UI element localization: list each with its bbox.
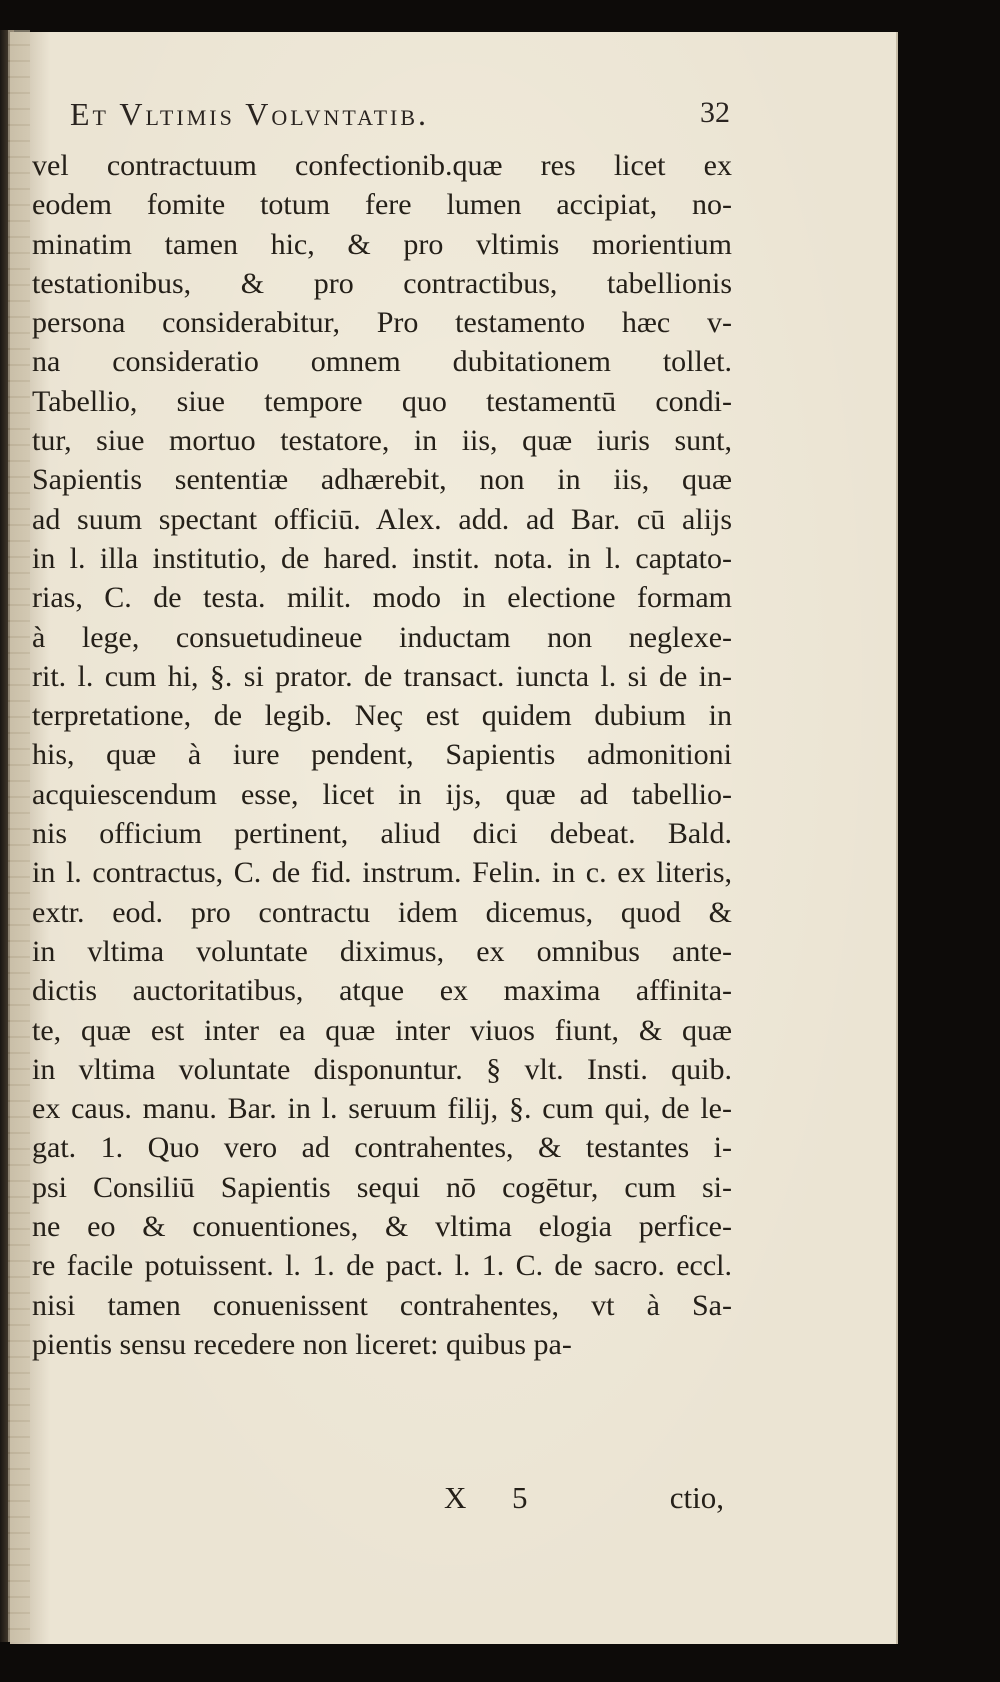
text-line: minatim tamen hic, & pro vltimis morientium bbox=[32, 227, 732, 261]
text-line: rit. l. cum hi, §. si prator. de transact. iuncta l. si de in- bbox=[32, 659, 732, 693]
text-line: his, quæ à iure pendent, Sapientis admonitioni bbox=[32, 738, 732, 772]
text-line: dictis auctoritatibus, atque ex maxima affinita- bbox=[32, 974, 732, 1008]
running-head: Et Vltimis Volvntatib. bbox=[70, 96, 430, 132]
text-line: re facile potuissent. l. 1. de pact. l. 1. C. de sacro. eccl. bbox=[32, 1249, 732, 1283]
text-line: extr. eod. pro contractu idem dicemus, quod & bbox=[32, 895, 732, 929]
text-line: ad suum spectant officiū. Alex. add. ad Bar. cū alijs bbox=[32, 502, 732, 536]
signature-number: 5 bbox=[512, 1480, 528, 1515]
text-line: in l. illa institutio, de hared. instit. nota. in l. captato- bbox=[32, 541, 732, 575]
text-line: na consideratio omnem dubitationem tollet. bbox=[32, 345, 732, 379]
text-line: vel contractuum confectionib.quæ res licet ex bbox=[32, 149, 732, 182]
text-line: ne eo & conuentiones, & vltima elogia perfice- bbox=[32, 1210, 732, 1244]
bottom-shadow bbox=[10, 1644, 898, 1682]
text-line: Sapientis sententiæ adhærebit, non in iis, quæ bbox=[32, 463, 732, 497]
text-line: ex caus. manu. Bar. in l. seruum filij, §. cum qui, de le- bbox=[32, 1092, 732, 1126]
text-line: persona considerabitur, Pro testamento hæc v- bbox=[32, 306, 732, 340]
text-line: terpretatione, de legib. Neç est quidem dubium in bbox=[32, 699, 732, 733]
text-line: rias, C. de testa. milit. modo in electione formam bbox=[32, 581, 732, 615]
page-number: 32 bbox=[700, 96, 730, 129]
text-line: te, quæ est inter ea quæ inter viuos fiunt, & quæ bbox=[32, 1013, 732, 1047]
text-line: psi Consiliū Sapientis sequi nō cogētur, cum si- bbox=[32, 1170, 732, 1204]
text-line: testationibus, & pro contractibus, tabellionis bbox=[32, 266, 732, 300]
text-line: eodem fomite totum fere lumen accipiat, no- bbox=[32, 188, 732, 222]
text-line: in vltima voluntate diximus, ex omnibus ante- bbox=[32, 934, 732, 968]
page-edge bbox=[8, 30, 30, 1642]
signature-mark: X bbox=[444, 1480, 467, 1515]
text-line: Tabellio, siue tempore quo testamentū condi- bbox=[32, 384, 732, 418]
page-footer bbox=[80, 1480, 730, 1524]
text-line: tur, siue mortuo testatore, in iis, quæ iuris sunt, bbox=[32, 424, 732, 458]
text-line: gat. 1. Quo vero ad contrahentes, & testantes i- bbox=[32, 1131, 732, 1165]
catchword: ctio, bbox=[669, 1480, 724, 1515]
text-line: à lege, consuetudineue inductam non neglexe- bbox=[32, 620, 732, 654]
text-line: in l. contractus, C. de fid. instrum. Felin. in c. ex literis, bbox=[32, 856, 732, 890]
text-line: pientis sensu recedere non liceret: quibus pa- bbox=[32, 1327, 572, 1361]
text-line: in vltima voluntate disponuntur. § vlt. Insti. quib. bbox=[32, 1052, 732, 1086]
page-body-text bbox=[32, 146, 732, 1364]
text-line: nisi tamen conuenissent contrahentes, vt à Sa- bbox=[32, 1288, 732, 1322]
text-line: acquiescendum esse, licet in ijs, quæ ad tabellio- bbox=[32, 777, 732, 811]
text-line: nis officium pertinent, aliud dici debeat. Bald. bbox=[32, 817, 732, 851]
